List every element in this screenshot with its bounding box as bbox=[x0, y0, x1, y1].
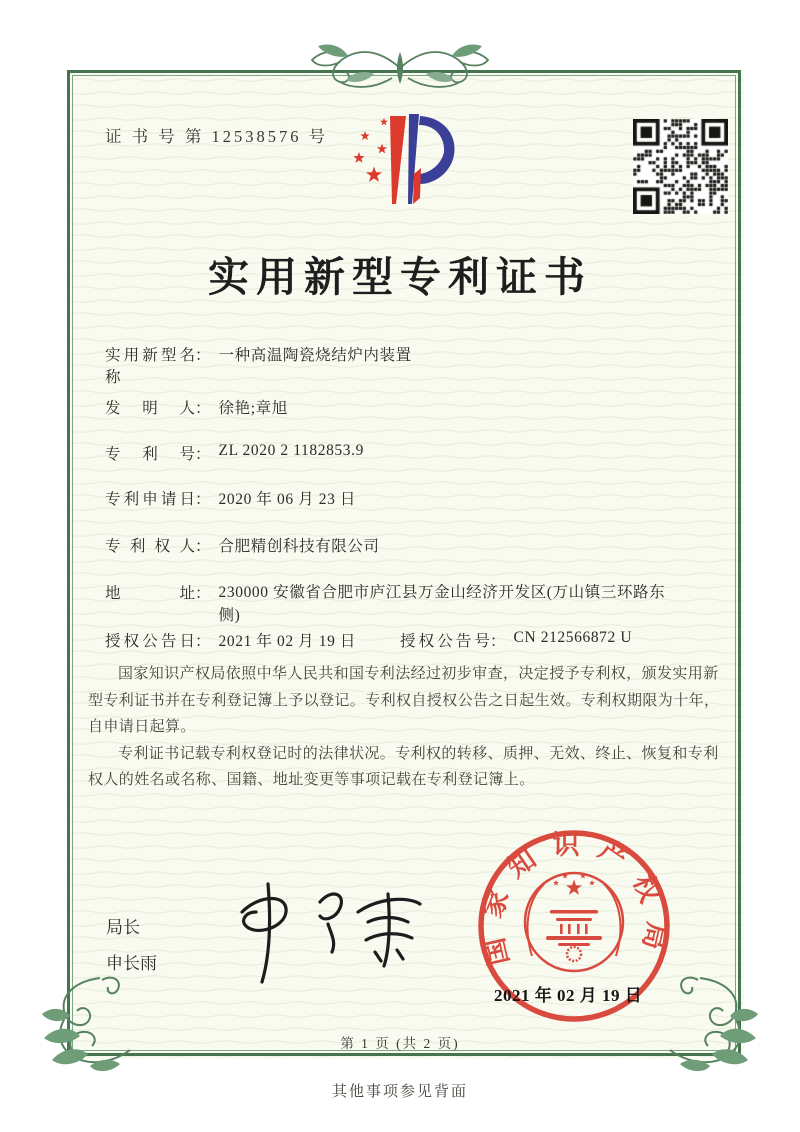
field-row bbox=[105, 581, 671, 627]
field-label: 授权公告号 bbox=[400, 633, 490, 650]
field-label: 发明人 bbox=[105, 400, 195, 417]
field-value: 230000 安徽省合肥市庐江县万金山经济开发区(万山镇三环路东侧) bbox=[218, 584, 666, 624]
field-colon: ： bbox=[195, 347, 211, 364]
field-value: CN 212566872 U bbox=[513, 629, 633, 646]
field-colon: ： bbox=[195, 400, 211, 417]
director-name: 申长雨 bbox=[106, 954, 157, 973]
field-label: 地址 bbox=[105, 585, 195, 602]
field-row bbox=[105, 487, 356, 509]
field-colon: ： bbox=[195, 585, 211, 602]
seal-national-emblem bbox=[525, 873, 623, 971]
certificate-number: 证 书 号 第 12538576 号 bbox=[105, 127, 329, 146]
back-side-note: 其他事项参见背面 bbox=[331, 1084, 468, 1100]
field-value: 徐艳;章旭 bbox=[218, 400, 288, 417]
seal-arc-text: 国家知识产权局 bbox=[475, 829, 673, 969]
field-label: 专利号 bbox=[105, 446, 195, 463]
logo-stars bbox=[353, 118, 388, 182]
field-value: 2020 年 06 月 23 日 bbox=[218, 491, 356, 508]
director-title: 局长 bbox=[106, 918, 140, 937]
field-label: 实用新型名称 bbox=[105, 347, 195, 386]
field-label: 专利申请日 bbox=[105, 491, 195, 508]
field-colon: ： bbox=[195, 538, 211, 555]
certificate-title: 实用新型专利证书 bbox=[208, 254, 592, 300]
legal-text bbox=[88, 661, 720, 794]
top-flourish-ornament bbox=[288, 40, 512, 96]
field-colon: ： bbox=[490, 633, 506, 650]
logo-blue-bowl bbox=[419, 116, 455, 184]
field-row bbox=[105, 442, 364, 464]
field-value: ZL 2020 2 1182853.9 bbox=[218, 442, 364, 459]
legal-paragraph-1: 国家知识产权局依照中华人民共和国专利法经过初步审查，决定授予专利权，颁发实用新型专利证书并在专利登记簿上予以登记。专利权自授权公告之日起生效。专利权期限为十年，自申请日起算。 bbox=[88, 666, 720, 735]
field-value: 一种高温陶瓷烧结炉内装置 bbox=[218, 347, 412, 364]
field-label: 专利权人 bbox=[105, 538, 195, 555]
field-value: 合肥精创科技有限公司 bbox=[218, 538, 380, 555]
grant-date-field bbox=[105, 629, 400, 651]
field-row bbox=[105, 343, 412, 387]
field-colon: ： bbox=[195, 633, 211, 650]
field-colon: ： bbox=[195, 446, 211, 463]
field-value: 2021 年 02 月 19 日 bbox=[218, 633, 356, 650]
field-row bbox=[105, 396, 288, 418]
qr-code bbox=[633, 119, 728, 214]
legal-paragraph-2: 专利证书记载专利权登记时的法律状况。专利权的转移、质押、无效、终止、恢复和专利权人的姓名或名称、国籍、地址变更等事项记载在专利登记簿上。 bbox=[88, 745, 719, 788]
director-signature-script-icon bbox=[212, 878, 432, 988]
grant-row bbox=[105, 629, 632, 651]
cnipa-logo-icon bbox=[334, 112, 484, 220]
field-row bbox=[105, 534, 380, 556]
logo-red-wedge bbox=[390, 116, 406, 204]
field-label: 授权公告日 bbox=[105, 633, 195, 650]
grant-number-field bbox=[400, 629, 632, 651]
seal-date: 2021 年 02 月 19 日 bbox=[494, 986, 643, 1005]
field-colon: ： bbox=[195, 491, 211, 508]
page-number: 第 1 页 (共 2 页) bbox=[340, 1036, 460, 1051]
bottom-left-flourish-ornament bbox=[36, 974, 140, 1078]
